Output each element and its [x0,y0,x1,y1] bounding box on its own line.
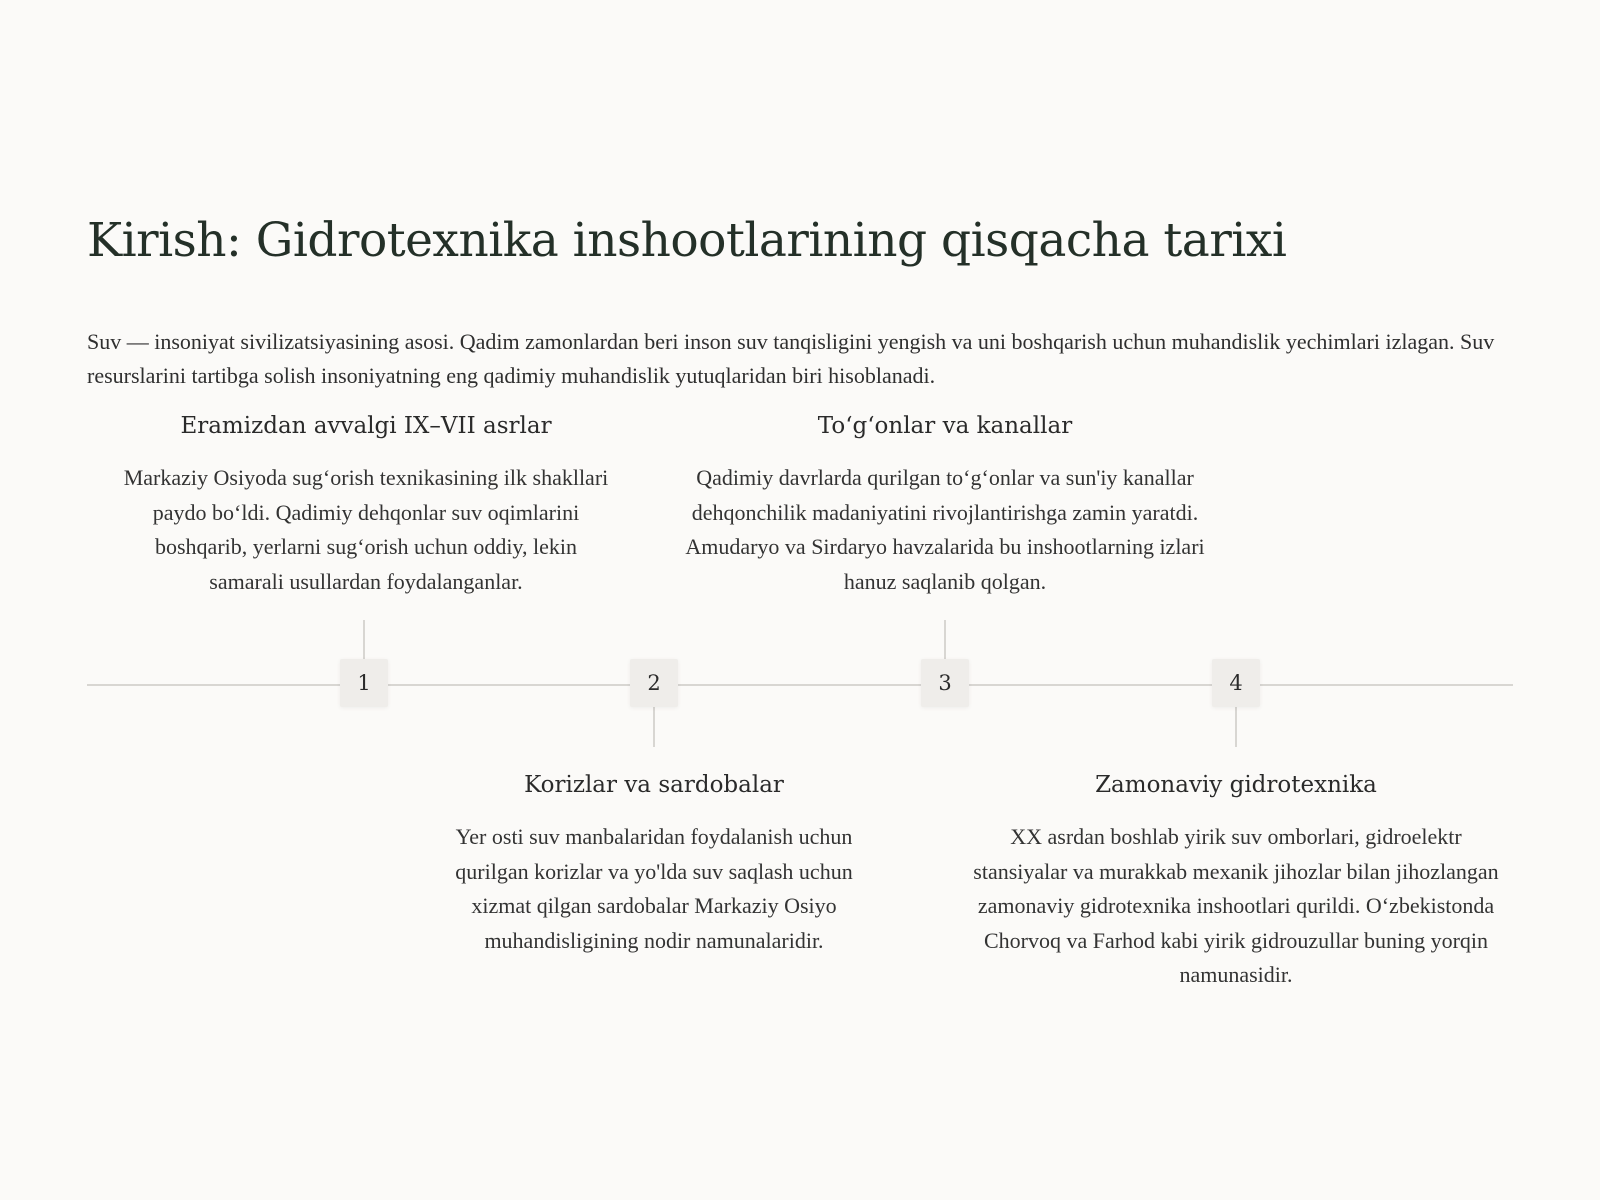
event-title: Zamonaviy gidrotexnika [1095,772,1377,798]
intro-paragraph: Suv — insoniyat sivilizatsiyasining asosi. Qadim zamonlardan beri inson suv tanqisligini yengish va uni boshqarish uchun muhandislik yechimlari izlagan. Suv resurslarini tartibga solish insoniyatning eng qadimiy muhandislik yutuqlaridan biri hisoblanadi. [87,329,1495,388]
connector-1 [363,620,365,660]
timeline-event-4 [973,772,1499,993]
timeline-marker-3: 3 [921,659,969,707]
page-title: Kirish: Gidrotexnika inshootlarining qisqacha tarixi [87,213,1287,268]
timeline-event-3 [685,413,1205,599]
timeline-marker-2: 2 [630,659,678,707]
connector-3 [944,620,946,660]
timeline-marker-1: 1 [340,659,388,707]
timeline-event-2 [424,772,884,958]
timeline-marker-4: 4 [1212,659,1260,707]
event-text: Markaziy Osiyoda sug‘orish texnikasining ilk shakllari paydo bo‘ldi. Qadimiy dehqonlar suv oqimlarini boshqarib, yerlarni sug‘orish uchun oddiy, lekin samarali usullardan foydalanganlar. [123,465,609,594]
timeline-axis [87,684,1513,686]
event-title: To‘g‘onlar va kanallar [817,413,1073,439]
timeline-event-1 [116,413,616,599]
connector-4 [1235,707,1237,747]
event-text: XX asrdan boshlab yirik suv omborlari, gidroelektr stansiyalar va murakkab mexanik jihozlar bilan jihozlangan zamonaviy gidrotexnika inshootlari qurildi. O‘zbekistonda Chorvoq va Farhod kabi yirik gidrouzullar buning yorqin namunasidir. [973,824,1499,987]
event-text: Yer osti suv manbalaridan foydalanish uchun qurilgan korizlar va yo'lda suv saqlash uchun xizmat qilgan sardobalar Markaziy Osiyo muhandisligining nodir namunalaridir. [455,824,853,953]
event-title: Eramizdan avvalgi IX–VII asrlar [180,413,552,439]
connector-2 [653,707,655,747]
event-text: Qadimiy davrlarda qurilgan to‘g‘onlar va sun'iy kanallar dehqonchilik madaniyatini rivojlantirishga zamin yaratdi. Amudaryo va Sirdaryo havzalarida bu inshootlarning izlari hanuz saqlanib qolgan. [685,465,1205,594]
event-title: Korizlar va sardobalar [524,772,784,798]
